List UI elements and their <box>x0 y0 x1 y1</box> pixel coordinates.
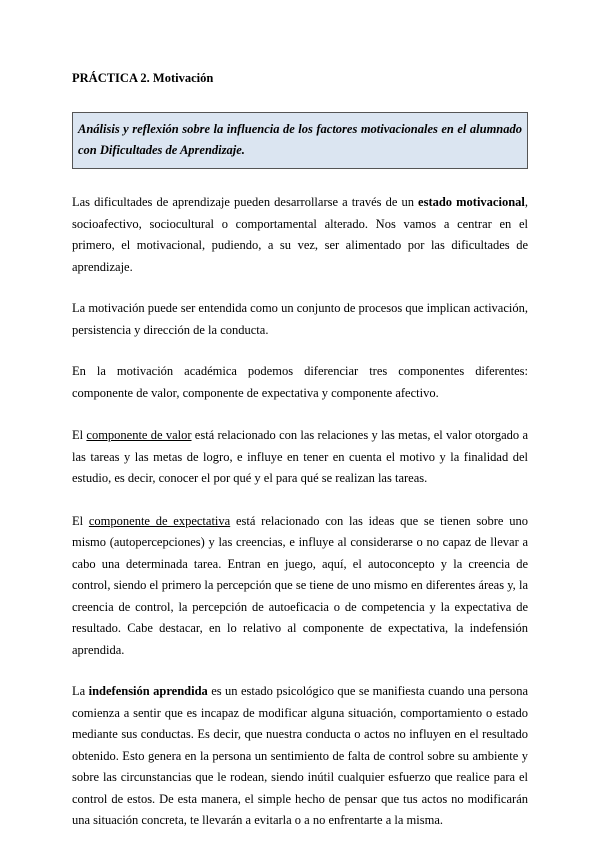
p6-text-b: es un estado psicológico que se manifiesta cuando una persona comienza a sentir que es incapaz de modificar alguna situación, comportamiento o estado mediante sus conductas. Es decir, que nuestra conducta o actos no influyen en el resultado obtenido. Esto genera en la persona un sentimiento de falta de control sobre su ambiente y sobre las circunstancias que le rodean, siendo inútil cualquier esfuerzo que realice para el control de estos. De esta manera, el simple hecho de pensar que tus actos no modificarán una situación concreta, te llevarán a evitarla o a no enfrentarte a la misma. <box>72 684 528 827</box>
p5-underlined-term: componente de expectativa <box>88 513 231 528</box>
p1-bold-term: estado motivacional <box>418 195 525 209</box>
p1-text-b: , socioafectivo, sociocultural o comportamental alterado. Nos vamos a centrar en el primero, el motivacional, pudiendo, a su vez, ser alimentado por las dificultades de aprendizaje. <box>72 195 528 274</box>
p6-bold-term: indefensión aprendida <box>88 684 208 698</box>
paragraph-motivation-definition: La motivación puede ser entendida como un conjunto de procesos que implican activación, persistencia y dirección de la conducta. <box>72 301 528 337</box>
p1-text-a: Las dificultades de aprendizaje pueden desarrollarse a través de un <box>72 195 419 209</box>
p5-text-a: El <box>72 513 89 528</box>
paragraph-learned-helplessness <box>72 681 528 832</box>
p4-text-a: El <box>72 428 87 442</box>
document-page <box>72 60 528 832</box>
paragraph-value-component <box>72 425 528 490</box>
paragraph-expectancy-component <box>72 511 528 662</box>
page-title: PRÁCTICA 2. Motivación <box>72 71 214 85</box>
paragraph-components: En la motivación académica podemos diferenciar tres componentes diferentes: componente de valor, componente de expectativa y componente afectivo. <box>72 364 528 400</box>
paragraph-intro <box>72 192 528 278</box>
p4-text-b: está relacionado con las relaciones y las metas, el valor otorgado a las tareas y las metas de logro, e influye en tener en cuenta el motivo y la finalidad del estudio, es decir, conocer el por qué y el para qué se realizan las tareas. <box>72 428 529 485</box>
objective-box: Análisis y reflexión sobre la influencia de los factores motivacionales en el alumnado con Dificultades de Aprendizaje. <box>72 112 528 169</box>
p5-text-b: está relacionado con las ideas que se tienen sobre uno mismo (autopercepciones) y las creencias, e influye al considerarse o no capaz de llevar a cabo una determinada tarea. Entran en juego, aquí, el autoconcepto y la creencia de control, siendo el primero la percepción que se tiene de uno mismo en diferentes áreas y, la creencia de control, la percepción de autoeficacia o de competencia y la expectativa de resultado. Cabe destacar, en lo relativo al componente de expectativa, la indefensión aprendida. <box>72 513 528 657</box>
p6-text-a: La <box>72 684 89 698</box>
p4-underlined-term: componente de valor <box>86 428 192 442</box>
